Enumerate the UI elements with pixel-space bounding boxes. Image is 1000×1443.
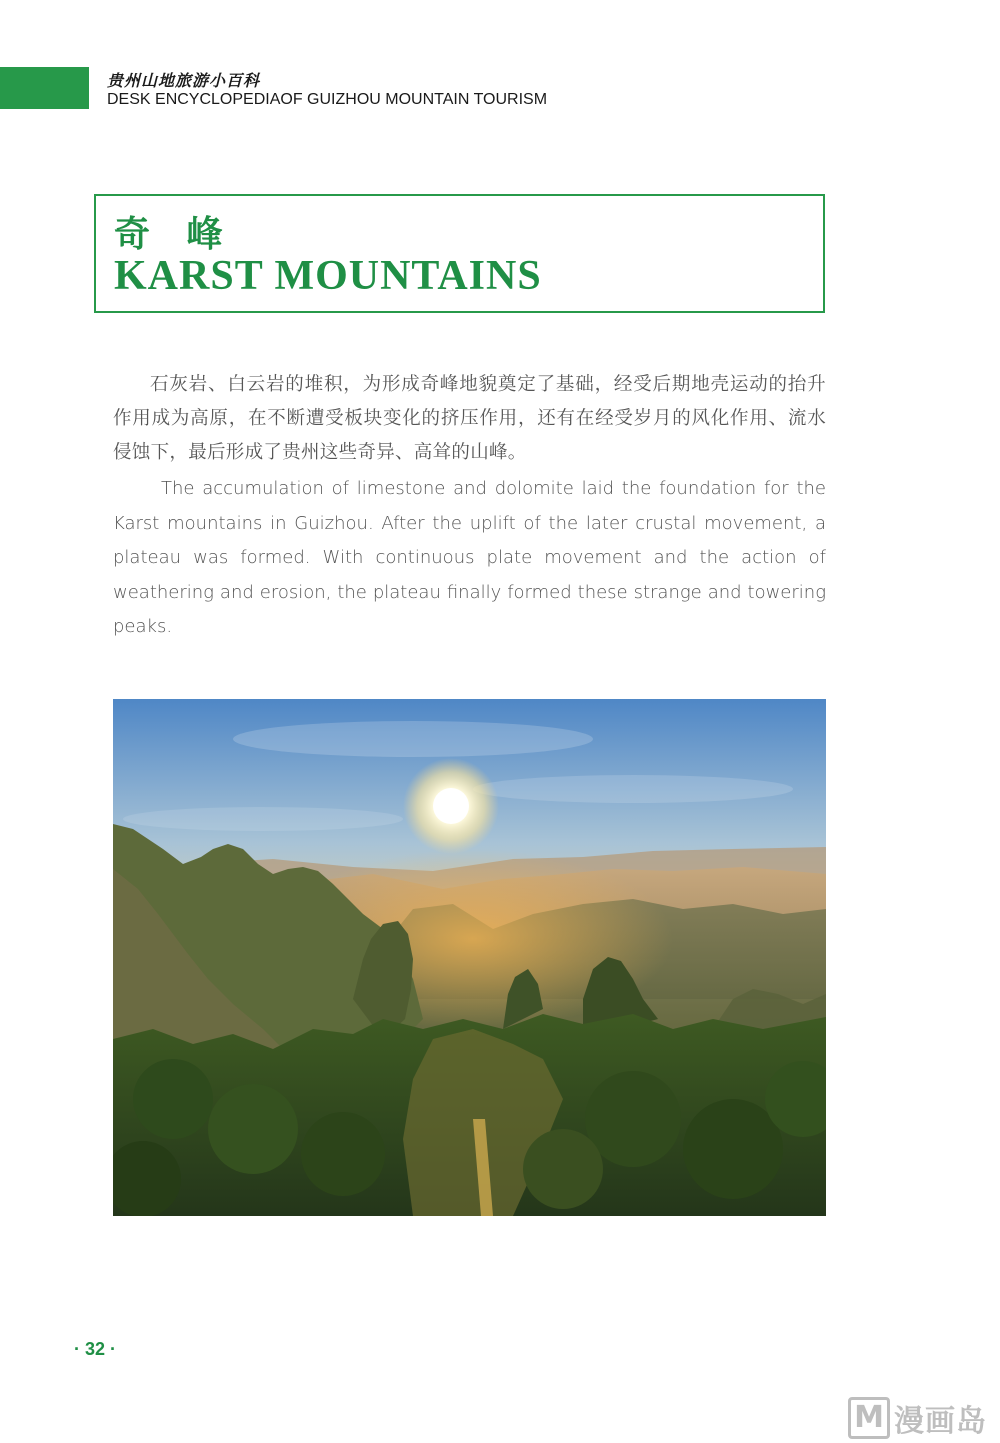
watermark [848, 1396, 987, 1440]
watermark-text: 漫画岛 [894, 1404, 987, 1439]
paragraph-en: The accumulation of limestone and dolomite laid the foundation for the Karst mountains in Guizhou. After the uplift of the later crustal movement, a plateau was formed. With continuous plate movement and the action of weathering and erosion, the plateau finally formed these strange and towering peaks. [113, 478, 826, 637]
karst-mountains-photo [113, 699, 826, 1216]
watermark-logo-icon: M [848, 1397, 890, 1439]
section-title-cn: 奇 峰 [114, 213, 235, 255]
header-title-cn: 贵州山地旅游小百科 [107, 71, 261, 90]
paragraph-cn: 石灰岩、白云岩的堆积，为形成奇峰地貌奠定了基础，经受后期地壳运动的抬升作用成为高原，在不断遭受板块变化的挤压作用，还有在经受岁月的风化作用、流水侵蚀下，最后形成了贵州这些奇异、高耸的山峰。 [113, 374, 826, 463]
header-title-en: DESK ENCYCLOPEDIAOF GUIZHOU MOUNTAIN TOURISM [107, 91, 548, 108]
page-number: · 32 · [74, 1339, 117, 1359]
header-accent-bar [0, 67, 89, 109]
section-title-box [94, 194, 825, 313]
section-title-en: KARST MOUNTAINS [114, 253, 542, 299]
